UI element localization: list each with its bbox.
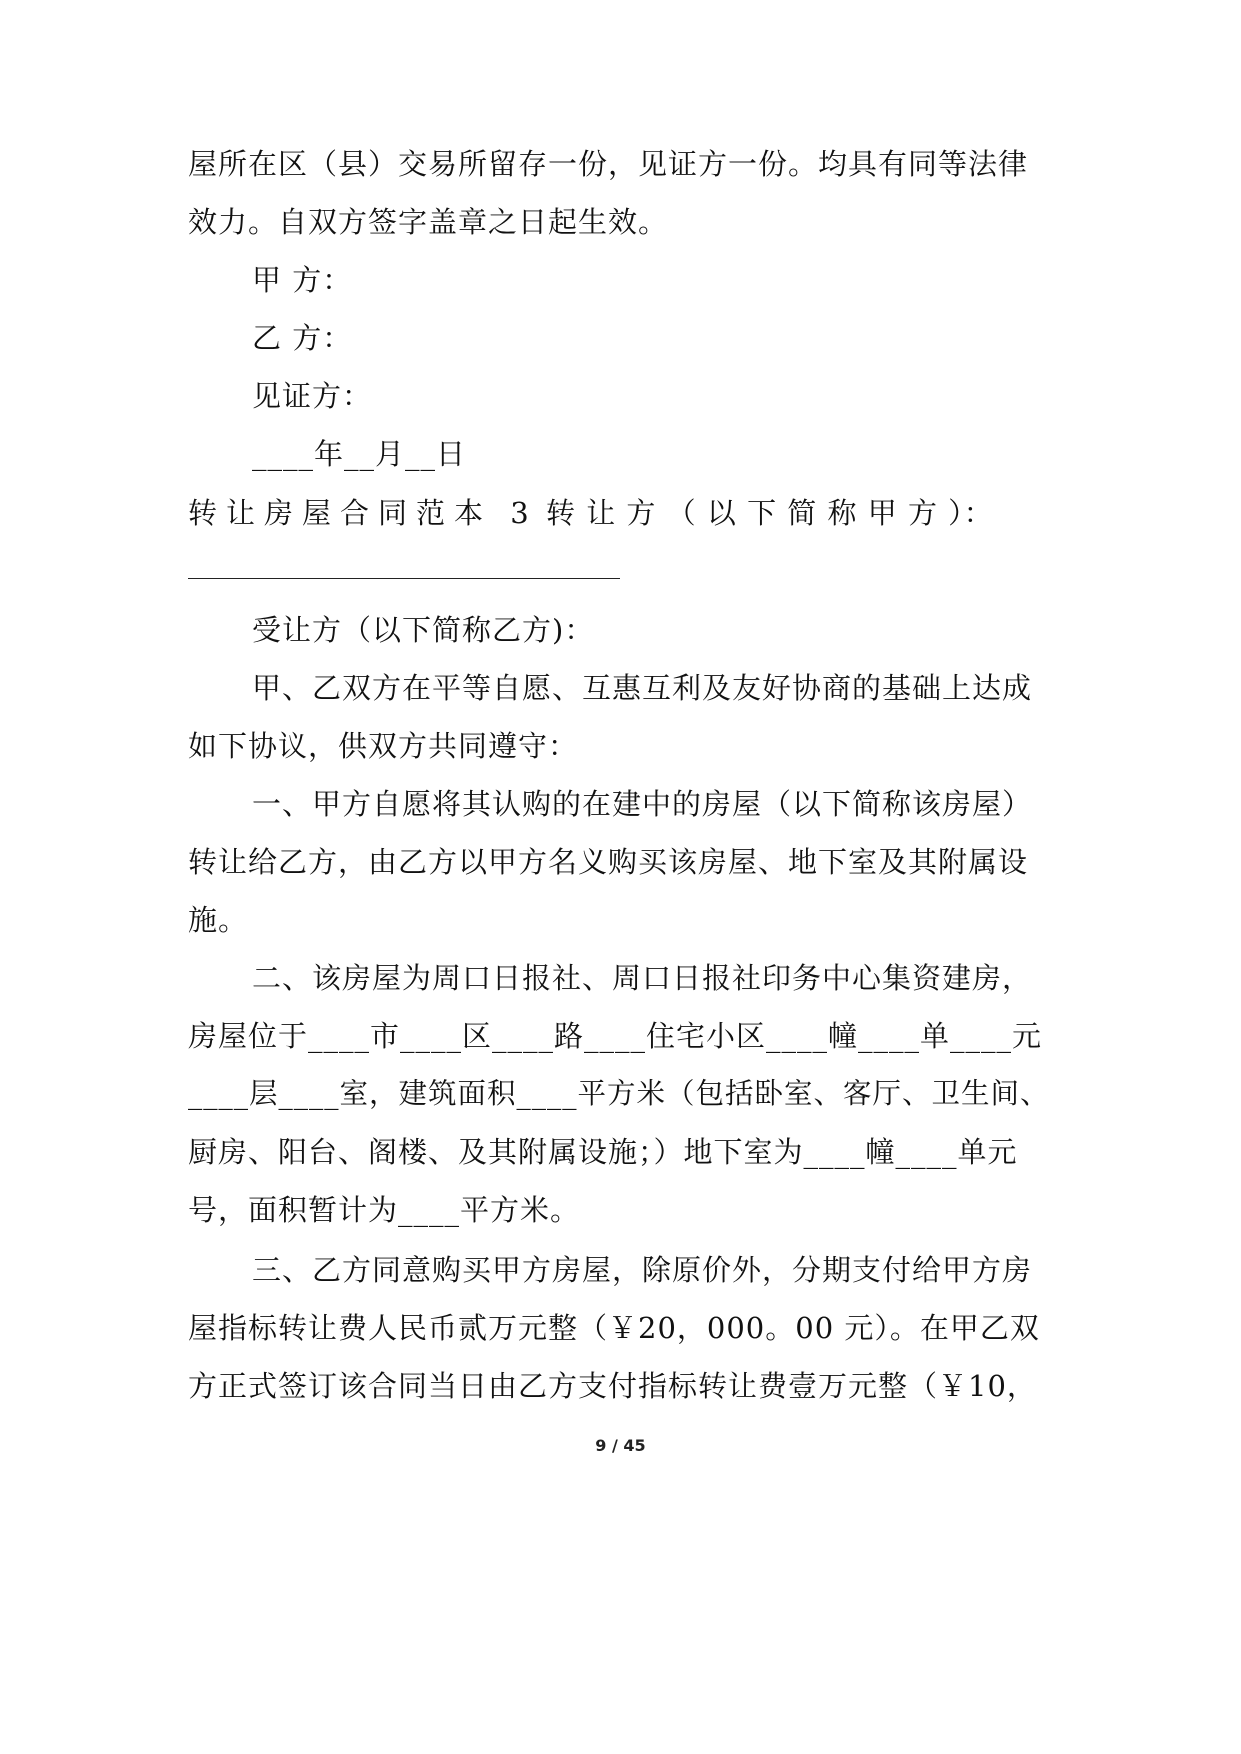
signature-party-b: 乙 方：: [252, 321, 353, 355]
signature-witness: 见证方：: [252, 379, 373, 413]
transferor-label: 转 让 方 （ 以 下 简 称 甲 方 ）：: [546, 496, 994, 530]
text-line: 屋指标转让费人民币贰万元整（￥20，000。00 元）。在甲乙双: [188, 1311, 1040, 1345]
contract-heading-line: [188, 493, 1058, 533]
text-line: 如下协议，供双方共同遵守：: [188, 729, 579, 763]
text-line: 转让给乙方，由乙方以甲方名义购买该房屋、地下室及其附属设: [188, 845, 1029, 879]
signature-date: ____年__月__日: [252, 437, 467, 471]
text-line: 方正式签订该合同当日由乙方支付指标转让费壹万元整（￥10，: [188, 1369, 1037, 1403]
page-number: 9 / 45: [595, 1436, 646, 1455]
text-line: 受让方（以下简称乙方)：: [252, 613, 595, 647]
contract-title: 转让房屋合同范本 3: [188, 496, 538, 530]
text-line: 房屋位于____市____区____路____住宅小区____幢____单____元: [188, 1019, 1043, 1053]
text-line: 三、乙方同意购买甲方房屋，除原价外，分期支付给甲方房: [252, 1253, 1033, 1287]
text-line: 效力。自双方签字盖章之日起生效。: [188, 205, 669, 239]
text-line: 一、甲方自愿将其认购的在建中的房屋（以下简称该房屋）: [252, 787, 1033, 821]
text-line: 屋所在区（县）交易所留存一份，见证方一份。均具有同等法律: [188, 147, 1029, 181]
text-line: 施。: [188, 903, 249, 937]
text-line: 号，面积暂计为____平方米。: [188, 1193, 581, 1227]
signature-party-a: 甲 方：: [252, 263, 353, 297]
text-line: 厨房、阳台、阁楼、及其附属设施；）地下室为____幢____单元: [188, 1135, 1018, 1169]
fill-in-blank-line: [188, 578, 620, 579]
text-line: 二、该房屋为周口日报社、周口日报社印务中心集资建房，: [252, 961, 1033, 995]
text-line: ____层____室，建筑面积____平方米（包括卧室、客厅、卫生间、: [188, 1077, 1050, 1110]
text-line: 甲、乙双方在平等自愿、互惠互利及友好协商的基础上达成: [252, 671, 1033, 705]
